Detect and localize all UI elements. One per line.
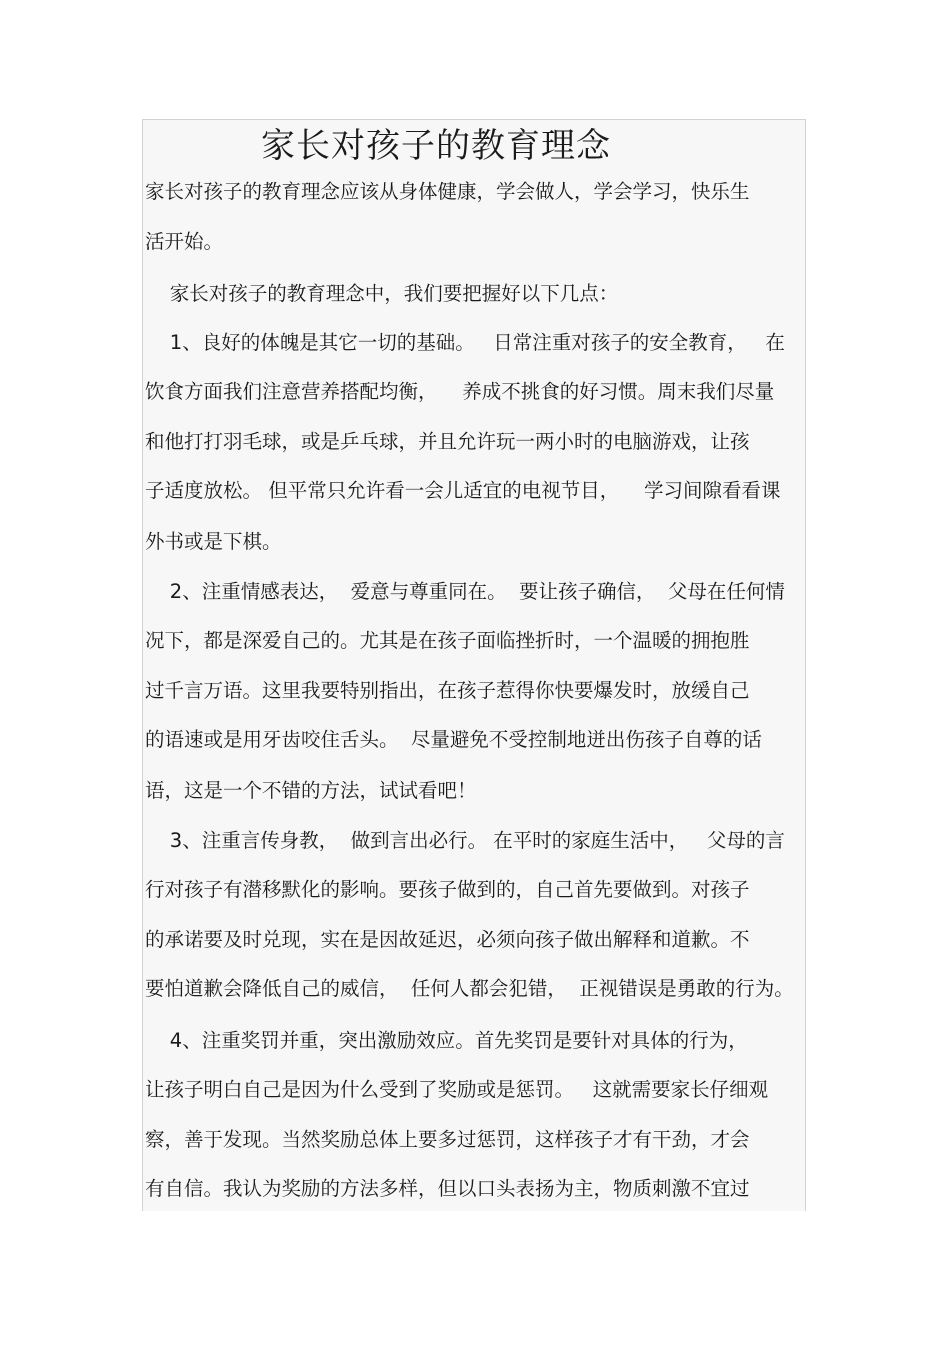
text-line: 子适度放松。 但平常只允许看一会儿适宜的电视节目， 学习间隙看看课 bbox=[145, 479, 781, 502]
text-line: 2、注重情感表达， 爱意与尊重同在。 要让孩子确信， 父母在任何情 bbox=[145, 580, 785, 603]
document-title: 家长对孩子的教育理念 bbox=[261, 126, 611, 166]
text-line: 的承诺要及时兑现，实在是因故延迟，必须向孩子做出解释和道歉。不 bbox=[145, 928, 750, 951]
text-line: 3、注重言传身教， 做到言出必行。 在平时的家庭生活中， 父母的言 bbox=[145, 829, 785, 852]
text-line: 要怕道歉会降低自己的威信， 任何人都会犯错， 正视错误是勇敢的行为。 bbox=[145, 977, 794, 1000]
text-line: 察，善于发现。当然奖励总体上要多过惩罚，这样孩子才有干劲，才会 bbox=[145, 1128, 750, 1151]
text-line: 外书或是下棋。 bbox=[145, 530, 282, 553]
text-line: 饮食方面我们注意营养搭配均衡， 养成不挑食的好习惯。周末我们尽量 bbox=[145, 380, 775, 403]
text-line: 语，这是一个不错的方法，试试看吧！ bbox=[145, 779, 477, 802]
document-page bbox=[142, 119, 806, 1211]
text-line: 家长对孩子的教育理念中，我们要把握好以下几点： bbox=[145, 282, 619, 305]
text-line: 的语速或是用牙齿咬住舌头。 尽量避免不受控制地迸出伤孩子自尊的话 bbox=[145, 728, 762, 751]
text-line: 行对孩子有潜移默化的影响。要孩子做到的，自己首先要做到。对孩子 bbox=[145, 878, 750, 901]
text-line: 4、注重奖罚并重，突出激励效应。首先奖罚是要针对具体的行为， bbox=[145, 1029, 748, 1052]
text-line: 活开始。 bbox=[145, 230, 224, 253]
text-line: 让孩子明白自己是因为什么受到了奖励或是惩罚。 这就需要家长仔细观 bbox=[145, 1078, 769, 1101]
text-line: 1、良好的体魄是其它一切的基础。 日常注重对孩子的安全教育， 在 bbox=[145, 331, 785, 354]
text-line: 过千言万语。这里我要特别指出，在孩子惹得你快要爆发时，放缓自己 bbox=[145, 679, 750, 702]
text-line: 况下，都是深爱自己的。尤其是在孩子面临挫折时，一个温暖的拥抱胜 bbox=[145, 629, 750, 652]
text-line: 和他打打羽毛球，或是乒乓球，并且允许玩一两小时的电脑游戏，让孩 bbox=[145, 430, 750, 453]
text-line: 有自信。我认为奖励的方法多样，但以口头表扬为主，物质刺激不宜过 bbox=[145, 1177, 750, 1200]
text-line: 家长对孩子的教育理念应该从身体健康，学会做人，学会学习，快乐生 bbox=[145, 180, 750, 203]
